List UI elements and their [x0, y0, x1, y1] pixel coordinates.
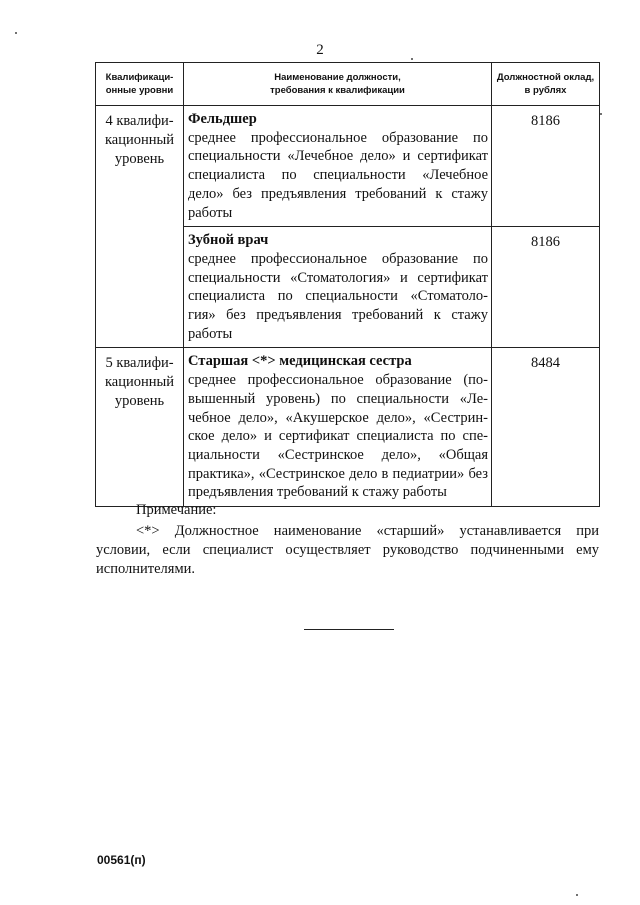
scan-speck	[600, 113, 602, 115]
table-row	[96, 348, 600, 507]
separator-line	[304, 629, 394, 630]
salary-cell: 8186	[492, 227, 600, 348]
qualification-level-cell: 4 квалифи- кационный уровень	[96, 106, 184, 348]
note-text: <*> Должностное наименование «старший» устанавливается при условии, если специалист осуществляет руководство подчиненными ему исполнителями.	[96, 523, 599, 577]
qualification-level-cell: 5 квалифи- кационный уровень	[96, 348, 184, 507]
scan-speck	[15, 32, 17, 34]
salary-cell: 8484	[492, 348, 600, 507]
position-requirements: среднее профессиональное образование по специальности «Стоматология» и сертификат специалиста по специальности «Стоматоло-гия» без предъявления требований к стажу работы	[188, 250, 488, 342]
position-requirements: среднее профессиональное образование (по-вышенный уровень) по специальности «Ле-чебное дело», «Акушерское дело», «Сестрин-ское дело» и сертификат специалиста по спе-циальности «Сестринское дело», «Общая практика», «Сестринское дело в педиатрии» без предъявления требований к стажу работы	[188, 372, 488, 501]
table-row	[96, 106, 600, 227]
salary-cell: 8186	[492, 106, 600, 227]
note-heading: Примечание:	[136, 502, 217, 518]
qualification-table	[95, 62, 600, 507]
position-title: Фельдшер	[188, 111, 257, 127]
scan-speck	[411, 58, 413, 60]
position-cell	[184, 106, 492, 227]
position-cell	[184, 227, 492, 348]
table-header-row	[96, 63, 600, 106]
header-salary: Должностной оклад, в рублях	[492, 63, 600, 106]
position-cell	[184, 348, 492, 507]
position-requirements: среднее профессиональное образование по специальности «Лечебное дело» и сертификат специалиста по специальности «Лечебное дело» без предъявления требований к стажу работы	[188, 129, 488, 221]
position-title: Зубной врач	[188, 232, 269, 249]
position-title: Старшая <*> медицинская сестра	[188, 353, 412, 370]
scan-speck	[576, 894, 578, 896]
header-qualification-levels: Квалификаци- онные уровни	[96, 63, 184, 106]
note-block	[96, 501, 599, 579]
page-number: 2	[316, 42, 324, 58]
header-position-requirements: Наименование должности, требования к квалификации	[184, 63, 492, 106]
document-code: 00561(п)	[97, 853, 146, 867]
